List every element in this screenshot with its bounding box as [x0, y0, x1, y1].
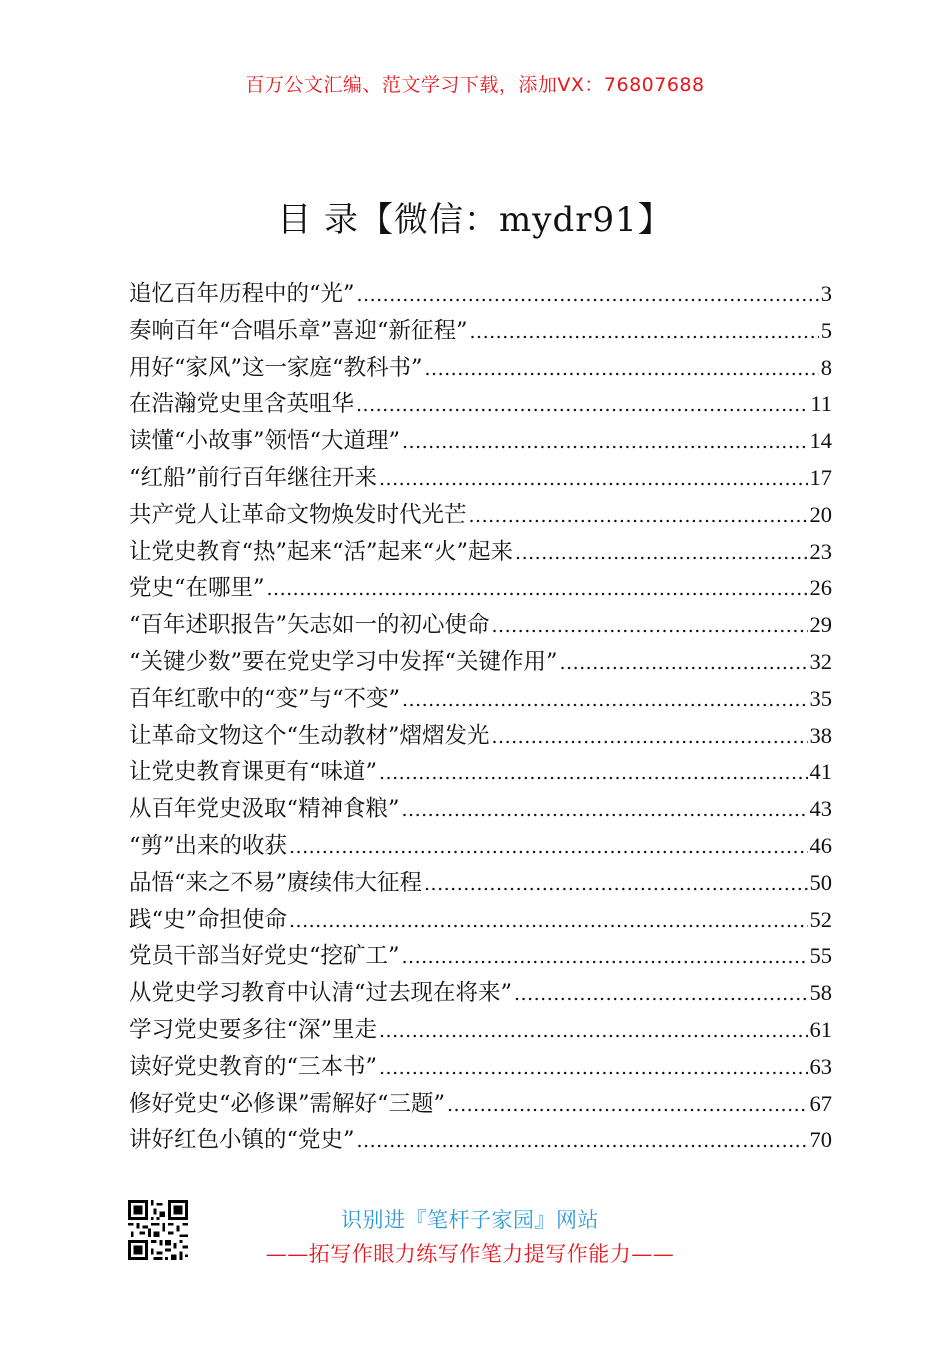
toc-entry-page: 52	[809, 906, 832, 932]
toc-entry[interactable]	[129, 497, 832, 534]
toc-entry[interactable]	[129, 570, 832, 607]
toc-entry-title: 讲好红色小镇的“党史”	[129, 1127, 355, 1154]
toc-dot-leader	[289, 907, 807, 933]
toc-entry-page: 61	[809, 1016, 832, 1042]
header-contact-note: 百万公文汇编、范文学习下载，添加VX：76807688	[245, 74, 705, 96]
toc-entry[interactable]	[129, 607, 832, 644]
toc-entry[interactable]	[129, 791, 832, 828]
toc-dot-leader	[424, 870, 807, 896]
toc-dot-leader	[515, 539, 807, 565]
toc-entry[interactable]	[129, 276, 832, 313]
toc-dot-leader	[402, 943, 808, 969]
toc-entry-title: 读懂“小故事”领悟“大道理”	[129, 428, 401, 455]
toc-entry[interactable]	[129, 1012, 832, 1049]
toc-entry-page: 67	[809, 1090, 832, 1116]
toc-dot-leader	[492, 723, 808, 749]
toc-entry-page: 70	[809, 1127, 832, 1153]
toc-entry[interactable]	[129, 754, 832, 791]
toc-entry-page: 58	[809, 980, 832, 1006]
toc-entry[interactable]	[129, 718, 832, 755]
toc-entry-title: 让党史教育课更有“味道”	[129, 759, 378, 786]
toc-entry[interactable]	[129, 460, 832, 497]
toc-entry-title: 修好党史“必修课”需解好“三题”	[129, 1090, 446, 1117]
toc-entry[interactable]	[129, 644, 832, 681]
footer	[128, 1200, 828, 1270]
toc-entry-title: 党史“在哪里”	[129, 575, 265, 602]
toc-dot-leader	[402, 796, 808, 822]
toc-dot-leader	[357, 281, 819, 307]
toc-entry-title: 品悟“来之不易”赓续伟大征程	[129, 869, 423, 896]
toc-entry-title: “剪”出来的收获	[129, 832, 288, 859]
footer-slogan: ——拓写作眼力练写作笔力提写作能力——	[265, 1242, 675, 1266]
toc-entry-page: 32	[809, 648, 832, 674]
toc-entry-title: 从党史学习教育中认清“过去现在将来”	[129, 980, 513, 1007]
toc-entry[interactable]	[129, 975, 832, 1012]
toc-entry-page: 23	[809, 538, 832, 564]
toc-entry-title: 追忆百年历程中的“光”	[129, 281, 355, 307]
toc-entry-title: 用好“家风”这一家庭“教科书”	[129, 354, 423, 381]
toc-dot-leader	[379, 759, 807, 785]
toc-entry-page: 3	[820, 281, 832, 306]
toc-dot-leader	[447, 1091, 807, 1117]
toc-dot-leader	[560, 649, 808, 675]
toc-entry-page: 55	[809, 943, 832, 969]
toc-entry[interactable]	[129, 534, 832, 571]
toc-entry[interactable]	[129, 828, 832, 865]
toc-entry-title: 奏响百年“合唱乐章”喜迎“新征程”	[129, 317, 468, 344]
toc-entry-page: 35	[809, 685, 832, 711]
toc-entry-title: “关键少数”要在党史学习中发挥“关键作用”	[129, 648, 558, 675]
toc-entry[interactable]	[129, 1086, 832, 1123]
toc-entry-title: 在浩瀚党史里含英咀华	[129, 391, 355, 418]
toc-entry[interactable]	[129, 865, 832, 902]
toc-entry-page: 20	[809, 501, 832, 527]
toc-entry-page: 5	[820, 317, 832, 343]
toc-dot-leader	[470, 318, 819, 344]
toc-dot-leader	[379, 1054, 807, 1080]
toc-dot-leader	[289, 833, 807, 859]
toc-entry[interactable]	[129, 1049, 832, 1086]
toc-entry[interactable]	[129, 386, 832, 423]
toc-entry-page: 26	[809, 575, 832, 601]
toc-entry-page: 8	[820, 354, 832, 380]
toc-entry-page: 46	[809, 832, 832, 858]
toc-dot-leader	[379, 1017, 807, 1043]
toc-entry-title: 读好党史教育的“三本书”	[129, 1053, 378, 1080]
footer-site-note: 识别进『笔杆子家园』网站	[341, 1208, 599, 1232]
toc-entry-title: 践“史”命担使命	[129, 906, 288, 933]
toc-dot-leader	[357, 1127, 808, 1153]
toc-entry-title: “红船”前行百年继往开来	[129, 464, 378, 491]
toc-entry-title: 让党史教育“热”起来“活”起来“火”起来	[129, 538, 514, 565]
toc-entry-page: 41	[809, 759, 832, 785]
toc-entry-page: 11	[810, 391, 832, 417]
toc-dot-leader	[514, 980, 807, 1006]
toc-entry-title: 百年红歌中的“变”与“不变”	[129, 685, 401, 712]
toc-entry-page: 17	[809, 464, 832, 490]
toc-entry-page: 29	[809, 612, 832, 638]
toc-entry[interactable]	[129, 1122, 832, 1159]
toc-dot-leader	[402, 686, 807, 712]
toc-entry-page: 38	[809, 722, 832, 748]
toc-entry[interactable]	[129, 313, 832, 350]
page-title: 目 录【微信：mydr91】	[277, 200, 673, 240]
toc-entry-title: 从百年党史汲取“精神食粮”	[129, 796, 400, 823]
toc-dot-leader	[425, 355, 819, 381]
toc-entry[interactable]	[129, 902, 832, 939]
toc-entry-title: 共产党人让革命文物焕发时代光芒	[129, 501, 467, 528]
toc-entry[interactable]	[129, 938, 832, 975]
toc-entry-page: 14	[809, 428, 832, 454]
toc-dot-leader	[267, 575, 808, 601]
toc-entry-page: 63	[809, 1053, 832, 1079]
toc-entry-title: “百年述职报告”矢志如一的初心使命	[129, 612, 490, 639]
toc-entry-title: 党员干部当好党史“挖矿工”	[129, 943, 400, 970]
toc-entry-page: 43	[809, 796, 832, 822]
toc-dot-leader	[379, 465, 807, 491]
toc-dot-leader	[469, 502, 808, 528]
toc-dot-leader	[356, 391, 808, 417]
toc-entry[interactable]	[129, 350, 832, 387]
toc-entry-page: 50	[809, 869, 832, 895]
toc-entry-title: 让革命文物这个“生动教材”熠熠发光	[129, 722, 490, 749]
toc-entry[interactable]	[129, 681, 832, 718]
toc-dot-leader	[402, 428, 807, 454]
table-of-contents	[129, 276, 832, 1159]
toc-entry-title: 学习党史要多往“深”里走	[129, 1016, 378, 1043]
toc-dot-leader	[492, 612, 808, 638]
toc-entry[interactable]	[129, 423, 832, 460]
